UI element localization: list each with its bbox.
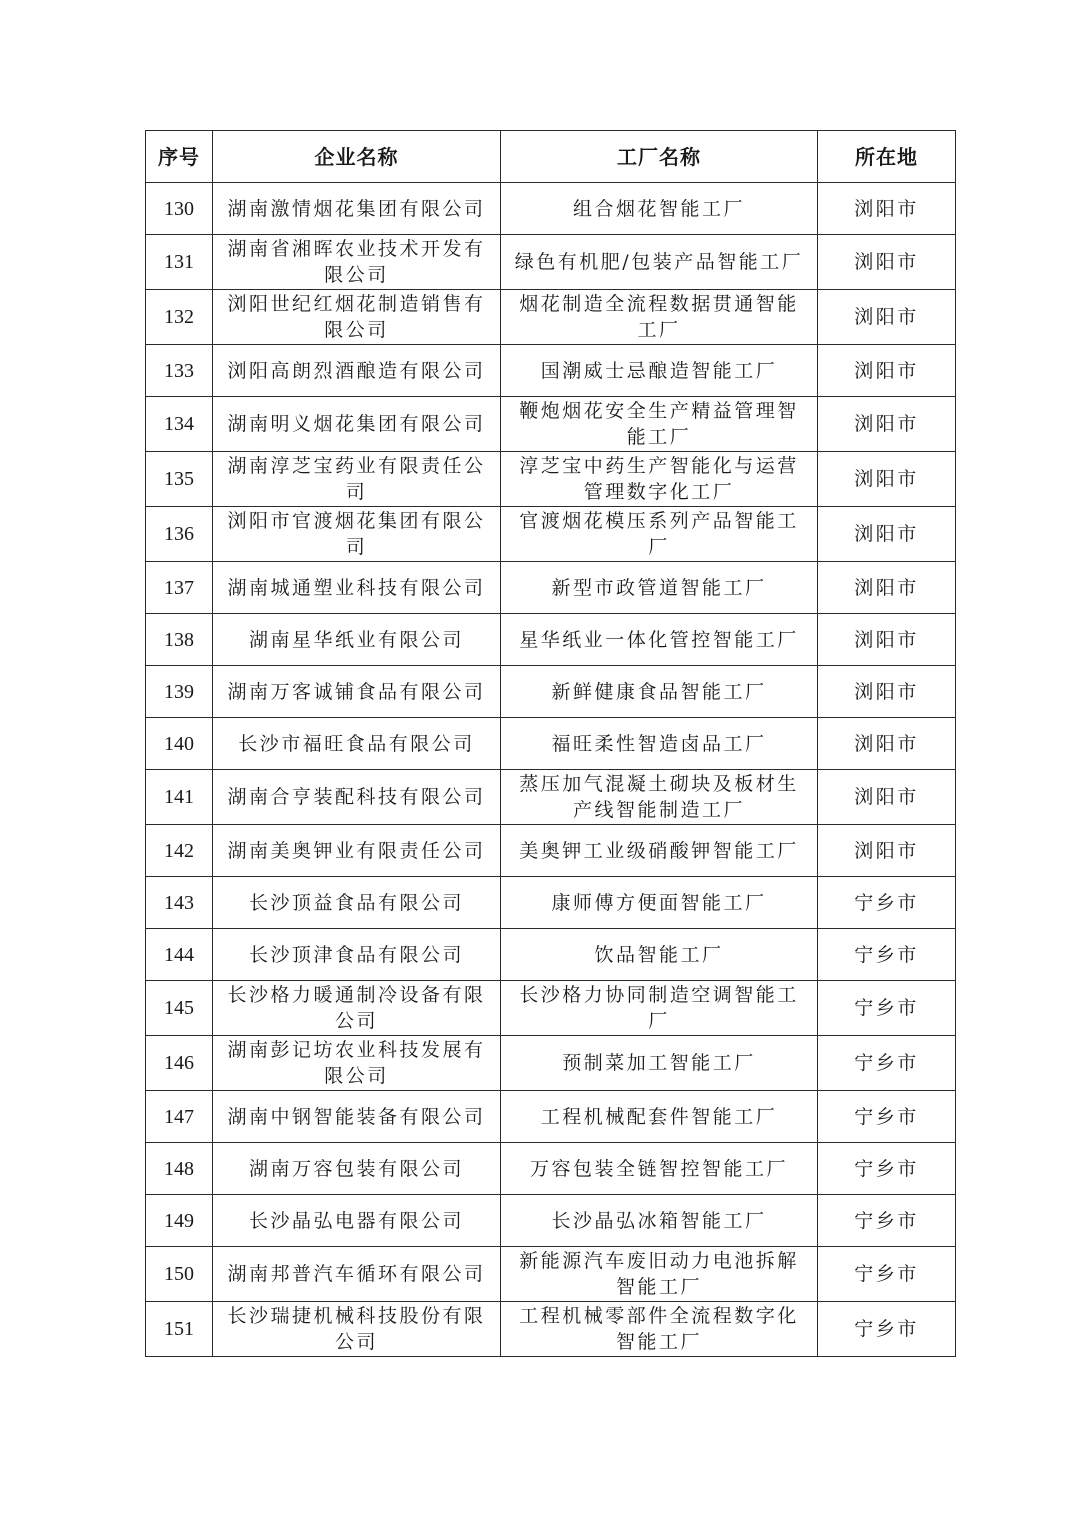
cell-serial-number: 149 (146, 1195, 213, 1247)
cell-serial-number: 148 (146, 1143, 213, 1195)
cell-location: 浏阳市 (818, 666, 956, 718)
cell-location: 浏阳市 (818, 614, 956, 666)
cell-enterprise-name: 湖南激情烟花集团有限公司 (213, 183, 501, 235)
table-row (146, 825, 956, 877)
table-row (146, 290, 956, 345)
table-row (146, 929, 956, 981)
cell-factory-name: 万容包装全链智控智能工厂 (501, 1143, 818, 1195)
cell-enterprise-name: 长沙瑞捷机械科技股份有限公司 (213, 1302, 501, 1357)
table-row (146, 452, 956, 507)
cell-enterprise-name: 湖南城通塑业科技有限公司 (213, 562, 501, 614)
cell-enterprise-name: 长沙顶益食品有限公司 (213, 877, 501, 929)
cell-enterprise-name: 长沙格力暖通制冷设备有限公司 (213, 981, 501, 1036)
cell-factory-name: 饮品智能工厂 (501, 929, 818, 981)
cell-factory-name: 新能源汽车废旧动力电池拆解智能工厂 (501, 1247, 818, 1302)
table-row (146, 770, 956, 825)
cell-serial-number: 145 (146, 981, 213, 1036)
cell-factory-name: 新鲜健康食品智能工厂 (501, 666, 818, 718)
table-row (146, 1091, 956, 1143)
table-body (146, 183, 956, 1357)
cell-enterprise-name: 长沙晶弘电器有限公司 (213, 1195, 501, 1247)
cell-location: 宁乡市 (818, 1195, 956, 1247)
cell-serial-number: 133 (146, 345, 213, 397)
cell-serial-number: 150 (146, 1247, 213, 1302)
cell-enterprise-name: 湖南中钢智能装备有限公司 (213, 1091, 501, 1143)
cell-enterprise-name: 湖南合亨装配科技有限公司 (213, 770, 501, 825)
table-row (146, 877, 956, 929)
cell-factory-name: 烟花制造全流程数据贯通智能工厂 (501, 290, 818, 345)
cell-enterprise-name: 湖南万客诚铺食品有限公司 (213, 666, 501, 718)
cell-serial-number: 140 (146, 718, 213, 770)
cell-location: 宁乡市 (818, 1247, 956, 1302)
cell-location: 宁乡市 (818, 1143, 956, 1195)
cell-location: 浏阳市 (818, 397, 956, 452)
cell-serial-number: 141 (146, 770, 213, 825)
cell-serial-number: 144 (146, 929, 213, 981)
cell-enterprise-name: 长沙市福旺食品有限公司 (213, 718, 501, 770)
cell-factory-name: 工程机械配套件智能工厂 (501, 1091, 818, 1143)
table-row (146, 666, 956, 718)
cell-location: 浏阳市 (818, 345, 956, 397)
cell-serial-number: 135 (146, 452, 213, 507)
cell-enterprise-name: 湖南邦普汽车循环有限公司 (213, 1247, 501, 1302)
cell-serial-number: 138 (146, 614, 213, 666)
table-header (146, 131, 956, 183)
cell-serial-number: 142 (146, 825, 213, 877)
cell-factory-name: 组合烟花智能工厂 (501, 183, 818, 235)
cell-serial-number: 143 (146, 877, 213, 929)
table-row (146, 1195, 956, 1247)
cell-factory-name: 官渡烟花模压系列产品智能工厂 (501, 507, 818, 562)
table-row (146, 345, 956, 397)
cell-factory-name: 星华纸业一体化管控智能工厂 (501, 614, 818, 666)
cell-factory-name: 康师傅方便面智能工厂 (501, 877, 818, 929)
cell-location: 浏阳市 (818, 452, 956, 507)
cell-serial-number: 130 (146, 183, 213, 235)
cell-factory-name: 美奥钾工业级硝酸钾智能工厂 (501, 825, 818, 877)
table-row (146, 1143, 956, 1195)
table-row (146, 1036, 956, 1091)
table-row (146, 1247, 956, 1302)
cell-enterprise-name: 浏阳高朗烈酒酿造有限公司 (213, 345, 501, 397)
cell-enterprise-name: 浏阳世纪红烟花制造销售有限公司 (213, 290, 501, 345)
factory-list-table (145, 130, 956, 1357)
cell-enterprise-name: 湖南万容包装有限公司 (213, 1143, 501, 1195)
cell-enterprise-name: 湖南美奥钾业有限责任公司 (213, 825, 501, 877)
cell-location: 浏阳市 (818, 235, 956, 290)
cell-factory-name: 蒸压加气混凝土砌块及板材生产线智能制造工厂 (501, 770, 818, 825)
cell-enterprise-name: 浏阳市官渡烟花集团有限公司 (213, 507, 501, 562)
header-serial-number: 序号 (146, 131, 213, 183)
cell-factory-name: 福旺柔性智造卤品工厂 (501, 718, 818, 770)
table-row (146, 397, 956, 452)
table-row (146, 981, 956, 1036)
cell-serial-number: 147 (146, 1091, 213, 1143)
header-factory-name: 工厂名称 (501, 131, 818, 183)
cell-serial-number: 137 (146, 562, 213, 614)
cell-factory-name: 预制菜加工智能工厂 (501, 1036, 818, 1091)
cell-serial-number: 132 (146, 290, 213, 345)
cell-factory-name: 国潮威士忌酿造智能工厂 (501, 345, 818, 397)
table-row (146, 235, 956, 290)
cell-factory-name: 工程机械零部件全流程数字化智能工厂 (501, 1302, 818, 1357)
cell-serial-number: 136 (146, 507, 213, 562)
cell-serial-number: 139 (146, 666, 213, 718)
cell-factory-name: 长沙晶弘冰箱智能工厂 (501, 1195, 818, 1247)
cell-location: 宁乡市 (818, 1036, 956, 1091)
cell-factory-name: 长沙格力协同制造空调智能工厂 (501, 981, 818, 1036)
cell-enterprise-name: 湖南省湘晖农业技术开发有限公司 (213, 235, 501, 290)
cell-location: 浏阳市 (818, 562, 956, 614)
cell-location: 宁乡市 (818, 877, 956, 929)
cell-location: 浏阳市 (818, 770, 956, 825)
cell-enterprise-name: 湖南明义烟花集团有限公司 (213, 397, 501, 452)
cell-enterprise-name: 长沙顶津食品有限公司 (213, 929, 501, 981)
table-row (146, 718, 956, 770)
cell-location: 宁乡市 (818, 1302, 956, 1357)
cell-serial-number: 134 (146, 397, 213, 452)
cell-enterprise-name: 湖南彭记坊农业科技发展有限公司 (213, 1036, 501, 1091)
cell-factory-name: 新型市政管道智能工厂 (501, 562, 818, 614)
cell-location: 浏阳市 (818, 825, 956, 877)
cell-serial-number: 146 (146, 1036, 213, 1091)
header-location: 所在地 (818, 131, 956, 183)
cell-location: 浏阳市 (818, 183, 956, 235)
table-row (146, 507, 956, 562)
table-row (146, 183, 956, 235)
cell-location: 宁乡市 (818, 981, 956, 1036)
cell-enterprise-name: 湖南星华纸业有限公司 (213, 614, 501, 666)
cell-factory-name: 淳芝宝中药生产智能化与运营管理数字化工厂 (501, 452, 818, 507)
table-row (146, 614, 956, 666)
cell-location: 宁乡市 (818, 1091, 956, 1143)
cell-serial-number: 151 (146, 1302, 213, 1357)
table-row (146, 562, 956, 614)
cell-factory-name: 鞭炮烟花安全生产精益管理智能工厂 (501, 397, 818, 452)
cell-factory-name: 绿色有机肥/包装产品智能工厂 (501, 235, 818, 290)
table-header-row (146, 131, 956, 183)
cell-location: 浏阳市 (818, 507, 956, 562)
cell-location: 宁乡市 (818, 929, 956, 981)
cell-serial-number: 131 (146, 235, 213, 290)
table-row (146, 1302, 956, 1357)
cell-enterprise-name: 湖南淳芝宝药业有限责任公司 (213, 452, 501, 507)
cell-location: 浏阳市 (818, 718, 956, 770)
header-enterprise-name: 企业名称 (213, 131, 501, 183)
cell-location: 浏阳市 (818, 290, 956, 345)
